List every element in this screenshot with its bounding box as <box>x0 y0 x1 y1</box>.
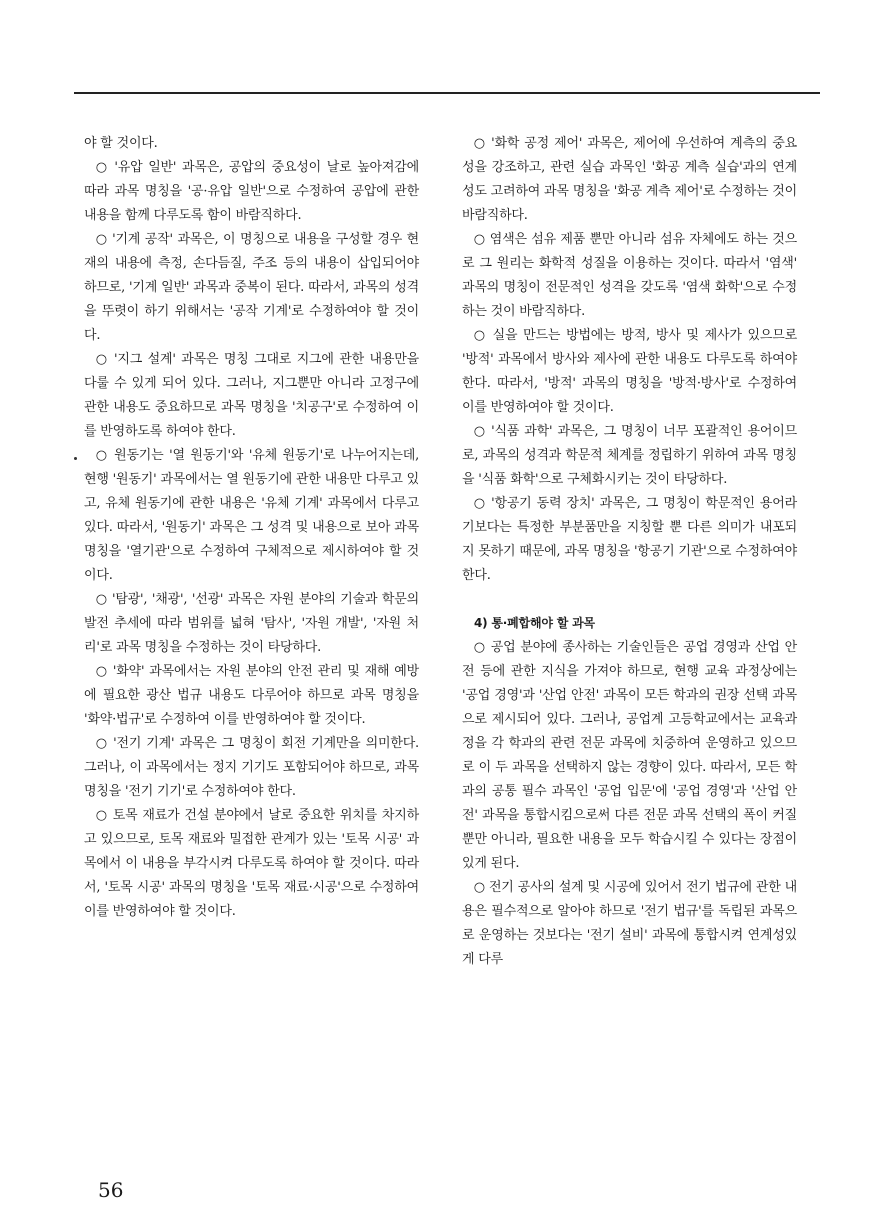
paragraph: ○ '유압 일반' 과목은, 공압의 중요성이 날로 높아져감에 따라 과목 명칭을 '공·유압 일반'으로 수정하여 공압에 관한 내용을 함께 다루도록 함이 바람직하다. <box>84 160 419 223</box>
paragraph: ○ 토목 재료가 건설 분야에서 날로 중요한 위치를 차지하고 있으므로, 토목 재료와 밀접한 관계가 있는 '토목 시공' 과목에서 이 내용을 부각시켜 다루도록 하여야 할 것이다. 따라서, '토목 시공' 과목의 명칭을 '토목 재료·시공'으로 수정하여 이를 반영하여야 할 것이다. <box>84 808 419 919</box>
paragraph: ○ '화약' 과목에서는 자원 분야의 안전 관리 및 재해 예방에 필요한 광산 법규 내용도 다루어야 하므로 과목 명칭을 '화약·법규'로 수정하여 이를 반영하여야 할 것이다. <box>84 664 419 727</box>
paragraph: ○ '지그 설계' 과목은 명칭 그대로 지그에 관한 내용만을 다룰 수 있게 되어 있다. 그러나, 지그뿐만 아니라 고정구에 관한 내용도 중요하므로 과목 명칭을 '치공구'로 수정하여 이를 반영하도록 하여야 한다. <box>84 352 419 439</box>
paragraph: ○ '기계 공작' 과목은, 이 명칭으로 내용을 구성할 경우 현재의 내용에 측정, 손다듬질, 주조 등의 내용이 삽입되어야 하므로, '기계 일반' 과목과 중복이 된다. 따라서, 과목의 성격을 뚜렷이 하기 위해서는 '공작 기계'로 수정하여야 할 것이다. <box>84 232 419 343</box>
right-column <box>462 132 797 972</box>
paragraph: ○ 원동기는 '열 원동기'와 '유체 원동기'로 나누어지는데, 현행 '원동기' 과목에서는 열 원동기에 관한 내용만 다루고 있고, 유체 원동기에 관한 내용은 '유체 기계' 과목에서 다루고 있다. 따라서, '원동기' 과목은 그 성격 및 내용으로 보아 과목 명칭을 '열기관'으로 수정하여 구체적으로 제시하여야 할 것이다. <box>84 448 419 583</box>
paragraph: ○ '식품 과학' 과목은, 그 명칭이 너무 포괄적인 용어이므로, 과목의 성격과 학문적 체계를 정립하기 위하여 과목 명칭을 '식품 화학'으로 구체화시키는 것이 타당하다. <box>462 424 797 487</box>
header-rule <box>74 92 820 94</box>
margin-mark <box>74 457 77 460</box>
paragraph: 야 할 것이다. <box>84 136 158 151</box>
paragraph: ○ '화학 공정 제어' 과목은, 제어에 우선하여 계측의 중요성을 강조하고, 관련 실습 과목인 '화공 계측 실습'과의 연계성도 고려하여 과목 명칭을 '화공 계측 제어'로 수정하는 것이 바람직하다. <box>462 136 797 223</box>
paragraph: ○ 실을 만드는 방법에는 방적, 방사 및 제사가 있으므로 '방적' 과목에서 방사와 제사에 관한 내용도 다루도록 하여야 한다. 따라서, '방적' 과목의 명칭을 '방적·방사'로 수정하여 이를 반영하여야 할 것이다. <box>462 328 797 415</box>
paragraph: ○ '탐광', '채광', '선광' 과목은 자원 분야의 기술과 학문의 발전 추세에 따라 범위를 넓혀 '탐사', '자원 개발', '자원 처리'로 과목 명칭을 수정하는 것이 타당하다. <box>84 592 419 655</box>
paragraph: ○ 공업 분야에 종사하는 기술인들은 공업 경영과 산업 안전 등에 관한 지식을 가져야 하므로, 현행 교육 과정상에는 '공업 경영'과 '산업 안전' 과목이 모든 학과의 권장 선택 과목으로 제시되어 있다. 그러나, 공업계 고등학교에서는 교육과정을 각 학과의 관련 전문 과목에 치중하여 운영하고 있으므로 이 두 과목을 선택하지 않는 경향이 있다. 따라서, 모든 학과의 공통 필수 과목인 '공업 입문'에 '공업 경영'과 '산업 안전' 과목을 통합시킴으로써 다른 전문 과목 선택의 폭이 커질 뿐만 아니라, 필요한 내용을 모두 학습시킬 수 있다는 장점이 있게 된다. <box>462 640 797 871</box>
left-column <box>84 132 419 924</box>
section-heading: 4) 통·폐합해야 할 과목 <box>474 616 595 630</box>
page-number: 56 <box>98 1178 124 1202</box>
paragraph: ○ 전기 공사의 설계 및 시공에 있어서 전기 법규에 관한 내용은 필수적으로 알아야 하므로 '전기 법규'를 독립된 과목으로 운영하는 것보다는 '전기 설비' 과목에 통합시켜 연계성있게 다루 <box>462 880 797 967</box>
paragraph: ○ '항공기 동력 장치' 과목은, 그 명칭이 학문적인 용어라기보다는 특정한 부분품만을 지칭할 뿐 다른 의미가 내포되지 못하기 때문에, 과목 명칭을 '항공기 기관'으로 수정하여야 한다. <box>462 496 797 583</box>
paragraph: ○ 염색은 섬유 제품 뿐만 아니라 섬유 자체에도 하는 것으로 그 원리는 화학적 성질을 이용하는 것이다. 따라서 '염색' 과목의 명칭이 전문적인 성격을 갖도록 '염색 화학'으로 수정하는 것이 바람직하다. <box>462 232 797 319</box>
paragraph: ○ '전기 기계' 과목은 그 명칭이 회전 기계만을 의미한다. 그러나, 이 과목에서는 정지 기기도 포함되어야 하므로, 과목 명칭을 '전기 기기'로 수정하여야 한다. <box>84 736 419 799</box>
